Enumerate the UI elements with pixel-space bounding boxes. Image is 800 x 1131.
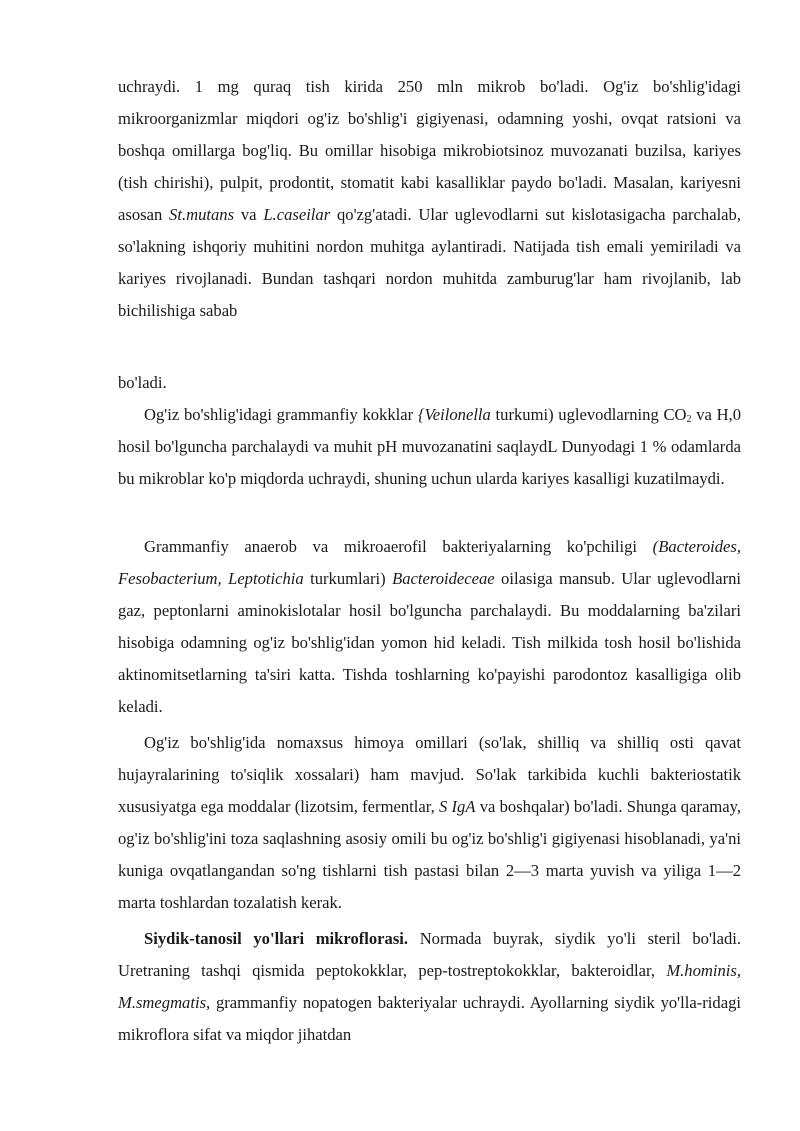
paragraph-continuation	[118, 367, 741, 399]
text-run: oilasiga mansub. Ular uglevodlarni gaz, peptonlarni aminokislotalar hosil bo'lguncha parchalaydi. Bu moddalarning ba'zilari hisobiga odamning og'iz bo'shlig'idan yomon hid keladi. Tish milkida tosh hosil bo'lishida aktinomitsetlarning ta'siri katta. Tishda toshlarning ko'payishi parodontoz kasalligiga olib keladi.	[118, 569, 742, 716]
italic-term: M.hominis, M.smegmatis,	[118, 961, 741, 1012]
text-run: Og'iz bo'shlig'ida nomaxsus himoya omillari (so'lak, shilliq va shilliq osti qavat hujayralarining to'siqlik xossalari) ham mavjud. So'lak tarkibida kuchli bakteriostatik xususiyatga ega moddalar (lizotsim, fermentlar,	[118, 733, 741, 816]
text-run: bo'ladi.	[118, 373, 167, 392]
paragraph-gram-negative-cocci	[118, 399, 741, 495]
text-run: qo'zg'atadi. Ular uglevodlarni sut kislotasigacha parchalab, so'lakning ishqoriy muhitini nordon muhitga aylantiradi. Natijada tish emali yemiriladi va kariyes rivojlanadi. Bundan tashqari nordon muhitda zamburug'lar ham rivojlanib, lab bichilishiga sabab	[118, 205, 741, 320]
paragraph-anaerobes	[118, 531, 741, 723]
text-run: Normada buyrak, siydik yo'li steril bo'ladi. Uretraning tashqi qismida peptokokklar, pep-tostreptokokklar, bakteroidlar,	[118, 929, 741, 980]
text-run: grammanfiy nopatogen bakteriyalar uchraydi. Ayollarning siydik yo'lla-ridagi mikroflora sifat va miqdor jihatdan	[118, 993, 741, 1044]
italic-term: S IgA	[438, 797, 476, 816]
italic-term: {Veilonella	[417, 405, 491, 424]
text-run: uchraydi. 1 mg quraq tish kirida 250 mln mikrob bo'ladi. Og'iz bo'shlig'idagi mikroorganizmlar miqdori og'iz bo'shlig'i gigiyenasi, odamning yoshi, ovqat ratsioni va boshqa omillarga bog'liq. Bu omillar hisobiga mikrobiotsinoz muvozanati buzilsa, kariyes (tish chirishi), pulpit, prodontit, stomatit kabi kasalliklar paydo bo'ladi. Masalan, kariyesni asosan	[118, 77, 741, 224]
italic-term: (Bacteroides, Fesobacterium, Leptotichia	[118, 537, 741, 588]
subscript: 2	[686, 414, 692, 425]
italic-term: St.mutans	[169, 205, 235, 224]
text-run: Og'iz bo'shlig'idagi grammanfiy kokklar	[144, 405, 418, 424]
text-run: va boshqalar) bo'ladi. Shunga qaramay, og'iz bo'shlig'ini toza saqlashning asosiy omili bu og'iz bo'shlig'i gigiyenasi hisoblanadi, ya'ni kuniga ovqatlangandan so'ng tishlarni tish pastasi bilan 2—3 marta yuvish va yiliga 1—2 marta toshlardan tozalatish kerak.	[118, 797, 741, 912]
text-run: turkumlari)	[303, 569, 393, 588]
italic-term: L.caseilar	[263, 205, 331, 224]
text-run: turkumi) uglevodlarning CO	[490, 405, 687, 424]
italic-term: Bacteroideceae	[392, 569, 495, 588]
text-run: va H,0 hosil bo'lguncha parchalaydi va muhit pH muvozanatini saqlaydL Dunyodagi 1 % odamlarda bu mikroblar ko'p miqdorda uchraydi, shuning uchun ularda kariyes kasalligi kuzatilmaydi.	[118, 405, 741, 488]
paragraph-oral-microbes	[118, 71, 741, 327]
paragraph-urogenital-microflora	[118, 923, 741, 1051]
paragraph-protective-factors	[118, 727, 741, 919]
section-heading: Siydik-tanosil yo'llari mikroflorasi.	[144, 929, 409, 948]
text-run: va	[234, 205, 264, 224]
text-run: Grammanfiy anaerob va mikroaerofil bakteriyalarning ko'pchiligi	[144, 537, 653, 556]
